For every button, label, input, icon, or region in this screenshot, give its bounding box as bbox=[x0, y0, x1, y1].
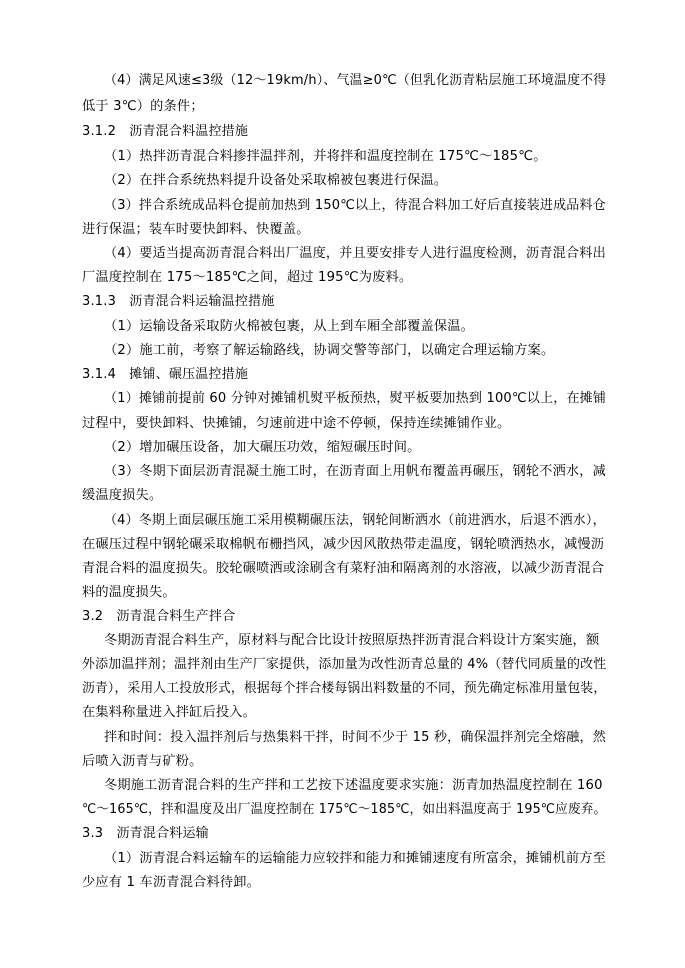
text-line: 拌和时间：投入温拌剂后与热集料干拌，时间不少于 15 秒，确保温拌剂完全熔融，然 bbox=[104, 730, 606, 745]
section-heading: 3.1.4 摊铺、碾压温控措施 bbox=[82, 367, 249, 382]
text-line: （3）拌合系统成品料仓提前加热到 150℃以上，待混合料加工好后直接装进成品料仓 bbox=[104, 198, 606, 213]
section-heading: 3.1.2 沥青混合料温控措施 bbox=[82, 124, 249, 139]
text-line: 过程中，要快卸料、快摊铺，匀速前进中途不停顿，保持连续摊铺作业。 bbox=[82, 416, 511, 431]
text-line: 外添加温拌剂；温拌剂由生产厂家提供，添加量为改性沥青总量的 4%（替代同质量的改性 bbox=[82, 657, 607, 672]
text-line: （2）施工前，考察了解运输路线，协调交警等部门，以确定合理运输方案。 bbox=[104, 343, 555, 358]
text-line: ℃～165℃，拌和温度及出厂温度控制在 175℃～185℃，如出料温度高于 195℃应废弃。 bbox=[82, 802, 607, 817]
section-heading: 3.2 沥青混合料生产拌合 bbox=[82, 609, 236, 624]
text-line: （3）冬期下面层沥青混凝土施工时，在沥青面上用帆布覆盖再碾压，钢轮不洒水，减 bbox=[104, 464, 606, 479]
text-line: 厂温度控制在 175～185℃之间，超过 195℃为废料。 bbox=[82, 270, 413, 285]
text-line: （1）摊铺前提前 60 分钟对摊铺机熨平板预热，熨平板要加热到 100℃以上，在摊铺 bbox=[104, 391, 607, 406]
text-line: 低于 3℃）的条件； bbox=[82, 99, 204, 114]
text-line: 缓温度损失。 bbox=[82, 488, 163, 503]
text-line: 少应有 1 车沥青混合料待卸。 bbox=[82, 875, 261, 890]
text-line: 在碾压过程中钢轮碾采取棉帆布栅挡风，减少因风散热带走温度，钢轮喷洒热水，减慢沥 bbox=[82, 537, 605, 552]
text-line: （2）增加碾压设备，加大碾压功效，缩短碾压时间。 bbox=[104, 440, 421, 455]
text-line: （4）要适当提高沥青混合料出厂温度，并且要安排专人进行温度检测，沥青混合料出 bbox=[104, 246, 606, 261]
section-heading: 3.1.3 沥青混合料运输温控措施 bbox=[82, 294, 275, 309]
text-line: 冬期沥青混合料生产，原材料与配合比设计按照原热拌沥青混合料设计方案实施，额 bbox=[104, 633, 600, 648]
text-line: （2）在拌合系统热料提升设备处采取棉被包裹进行保温。 bbox=[104, 173, 448, 188]
text-line: 料的温度损失。 bbox=[82, 585, 176, 600]
text-line: （4）满足风速≤3级（12～19km/h）、气温≥0℃（但乳化沥青粘层施工环境温度不得 bbox=[104, 73, 607, 88]
text-line: 冬期施工沥青混合料的生产拌和工艺按下述温度要求实施：沥青加热温度控制在 160 bbox=[104, 778, 603, 793]
text-line: 在集料称量进入拌缸后投入。 bbox=[82, 705, 257, 720]
text-line: 青混合料的温度损失。胶轮碾喷洒或涂刷含有菜籽油和隔离剂的水溶液，以减少沥青混合 bbox=[82, 561, 605, 576]
text-line: 后喷入沥青与矿粉。 bbox=[82, 754, 203, 769]
text-line: （1）运输设备采取防火棉被包裹，从上到车厢全部覆盖保温。 bbox=[104, 319, 475, 334]
text-line: （4）冬期上面层碾压施工采用模糊碾压法，钢轮间断洒水（前进洒水，后退不洒水）， bbox=[104, 513, 606, 528]
text-line: 沥青），采用人工投放形式，根据每个拌合楼每锅出料数量的不同，预先确定标准用量包装， bbox=[82, 681, 607, 696]
text-line: （1）沥青混合料运输车的运输能力应较拌和能力和摊铺速度有所富余，摊铺机前方至 bbox=[104, 851, 606, 866]
text-line: （1）热拌沥青混合料掺拌温拌剂，并将拌和温度控制在 175℃～185℃。 bbox=[104, 149, 547, 164]
text-line: 进行保温；装车时要快卸料、快覆盖。 bbox=[82, 222, 310, 237]
section-heading: 3.3 沥青混合料运输 bbox=[82, 826, 209, 841]
